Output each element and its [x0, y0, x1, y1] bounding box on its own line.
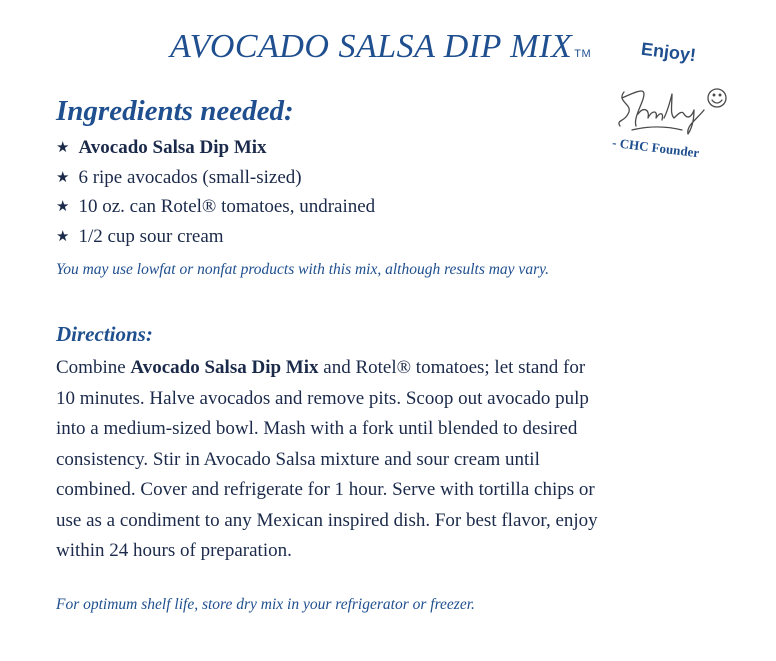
directions-heading: Directions: [56, 322, 153, 346]
trademark-mark: TM [574, 48, 592, 60]
directions-line-1-start: Combine [56, 357, 131, 378]
directions-text [56, 353, 756, 567]
directions-line-6: use as a condiment to any Mexican inspired dish. For best flavor, enjoy [56, 509, 598, 531]
recipe-title-text: AVOCADO SALSA DIP MIX [170, 28, 573, 65]
storage-note: For optimum shelf life, store dry mix in your refrigerator or freezer. [56, 596, 475, 613]
directions-line-7: within 24 hours of preparation. [56, 540, 292, 561]
directions-line-4: consistency. Stir in Avocado Salsa mixture and sour cream until [56, 448, 540, 470]
directions-line-1 [56, 353, 756, 384]
star-icon: ★ [56, 167, 70, 186]
directions-product-name: Avocado Salsa Dip Mix [130, 357, 319, 378]
ingredients-note: You may use lowfat or nonfat products with this mix, although results may vary. [56, 261, 549, 278]
signature-icon [612, 80, 738, 140]
star-icon: ★ [56, 138, 70, 156]
star-icon: ★ [56, 226, 70, 245]
ingredients-heading: Ingredients needed: [56, 95, 294, 127]
directions-line-3: into a medium-sized bowl. Mash with a fork until blended to desired [56, 418, 578, 439]
ingredient-tomatoes: 10 oz. can Rotel® tomatoes, undrained [78, 196, 376, 217]
list-item [56, 163, 375, 193]
directions-line-5: combined. Cover and refrigerate for 1 hour. Serve with tortilla chips or [56, 479, 595, 500]
ingredient-avocados: 6 ripe avocados (small-sized) [78, 166, 302, 188]
recipe-title [170, 28, 591, 66]
directions-line-2: 10 minutes. Halve avocados and remove pits. Scoop out avocado pulp [56, 387, 589, 409]
list-item [56, 222, 375, 252]
founder-caption: - CHC Founder [611, 134, 701, 161]
ingredient-mix: Avocado Salsa Dip Mix [78, 137, 267, 158]
ingredients-list [56, 133, 375, 251]
ingredient-sour-cream: 1/2 cup sour cream [78, 225, 224, 247]
star-icon: ★ [56, 197, 70, 215]
list-item [56, 133, 375, 163]
directions-line-1-end: and Rotel® tomatoes; let stand for [318, 357, 586, 378]
list-item [56, 192, 375, 222]
enjoy-note: Enjoy! [640, 38, 698, 66]
